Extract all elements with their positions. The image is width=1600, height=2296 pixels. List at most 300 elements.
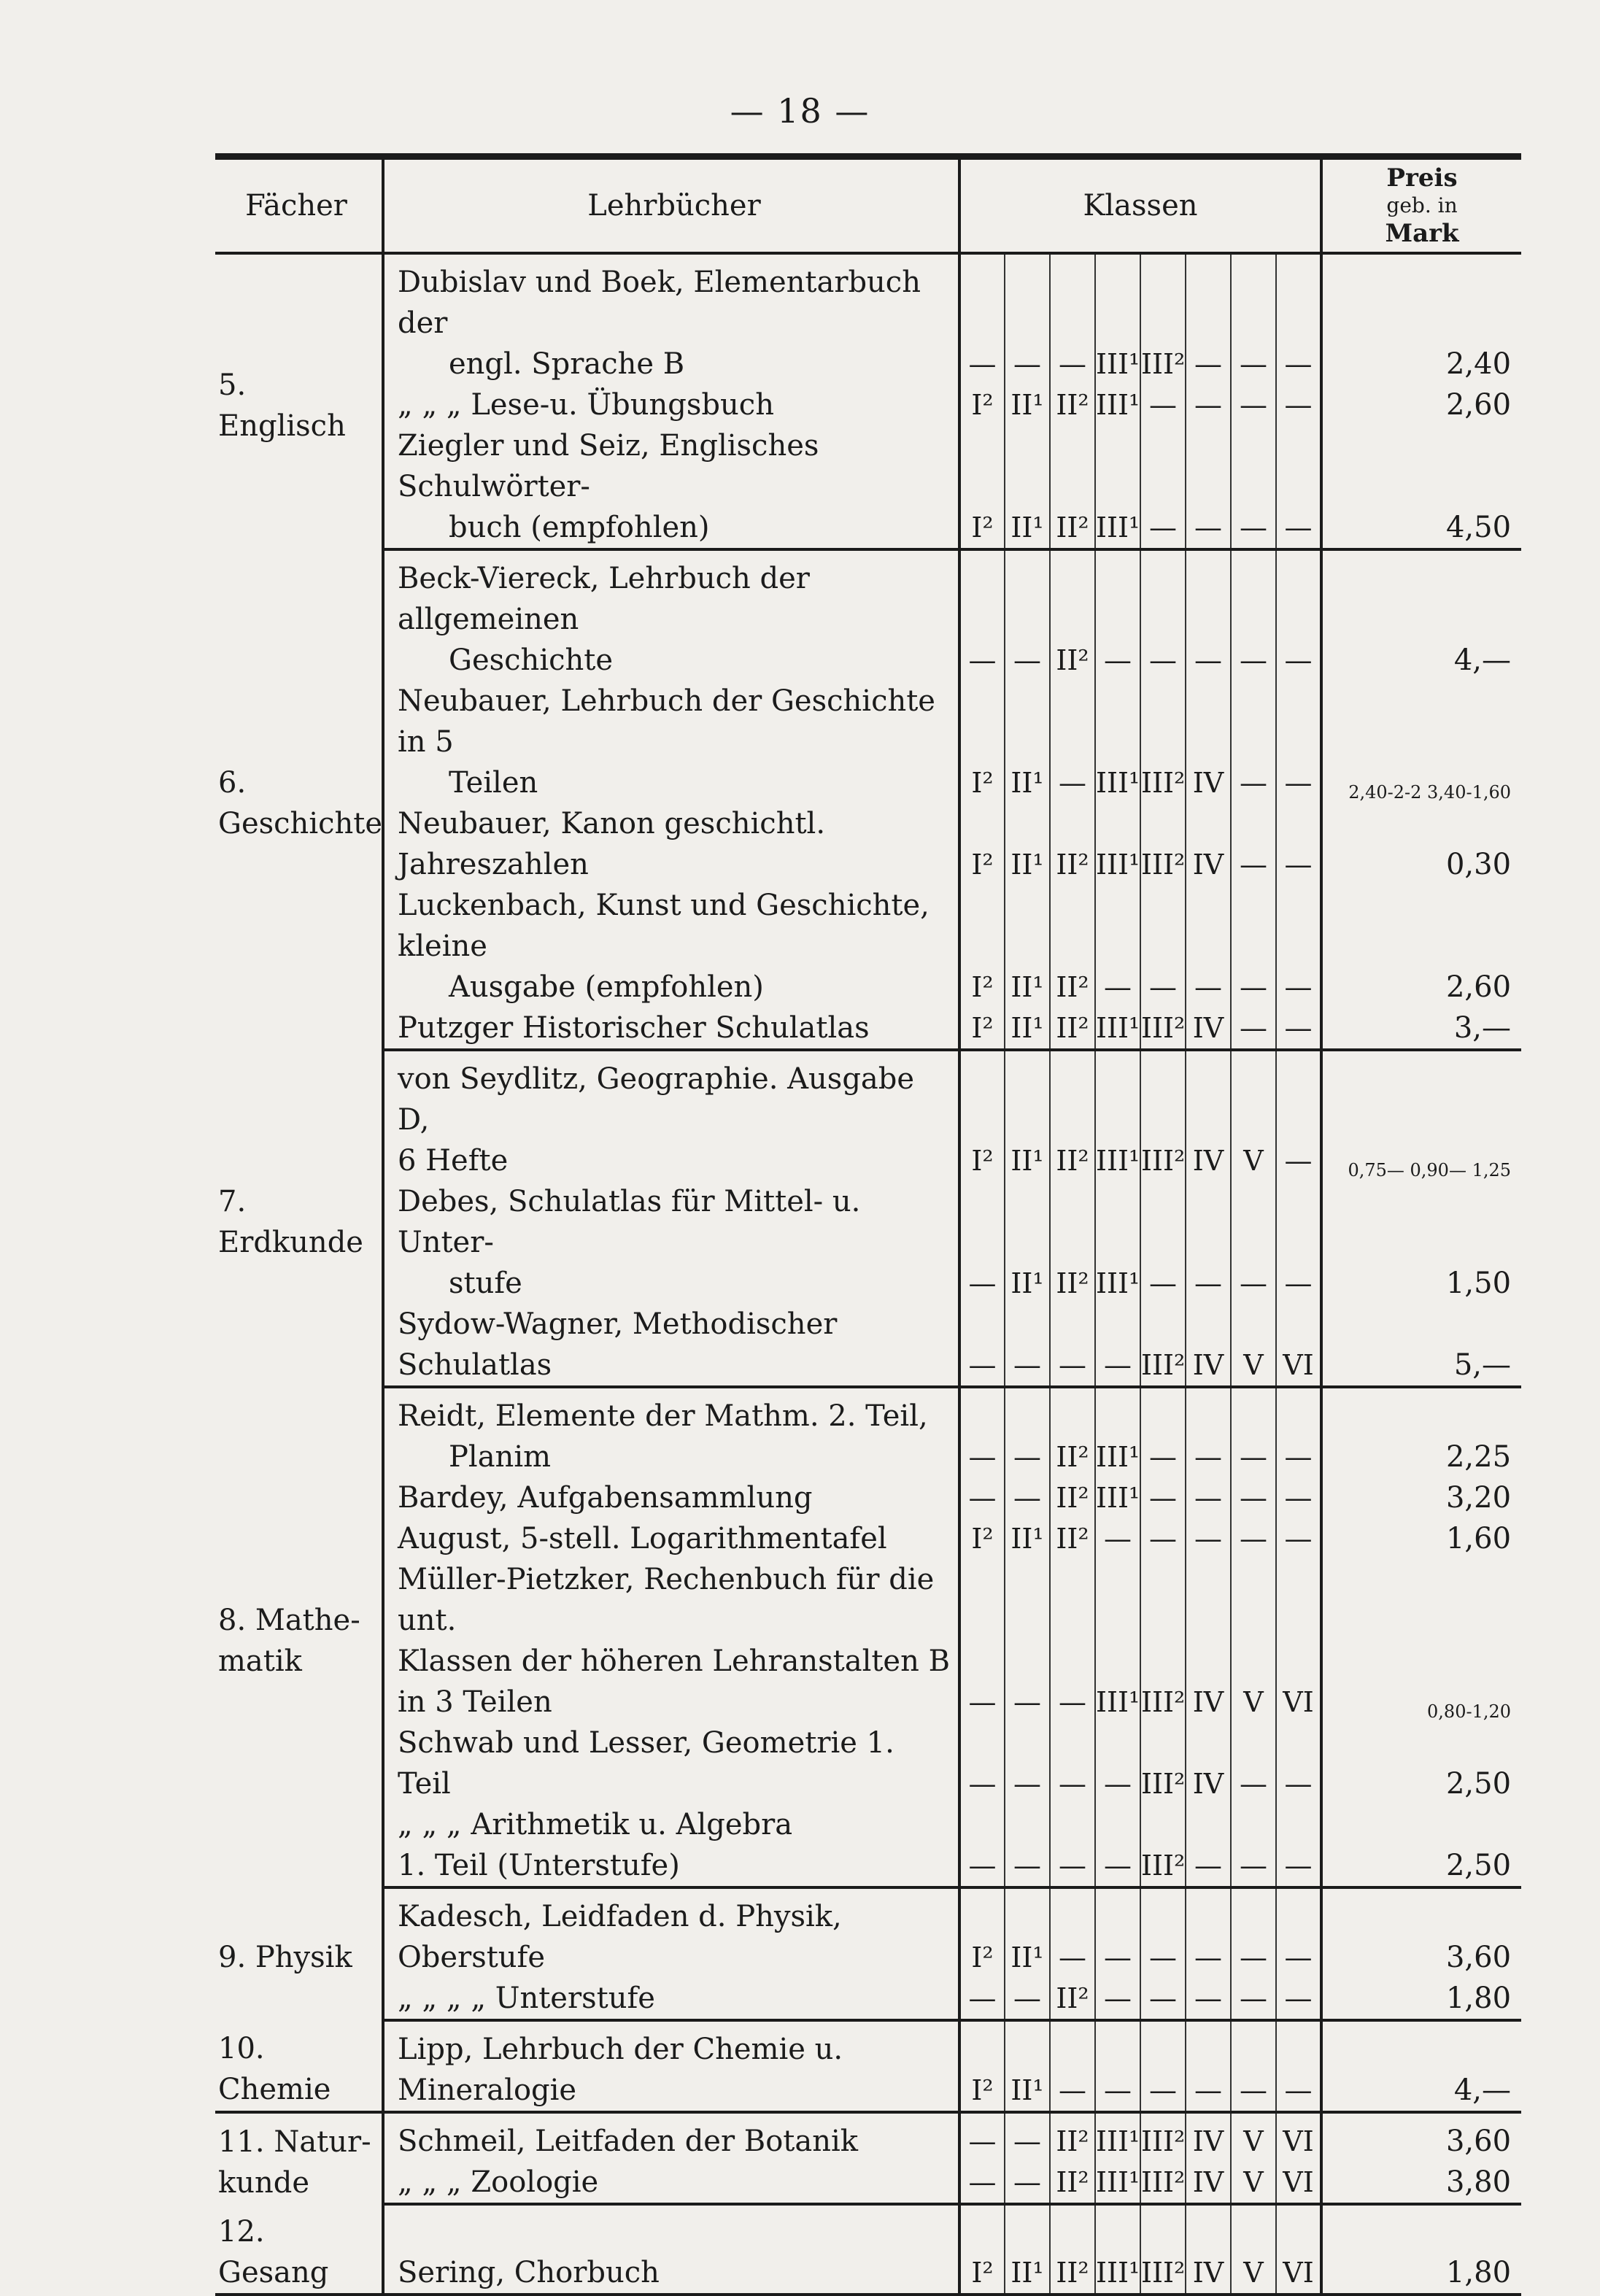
class-cell: —: [1140, 549, 1186, 681]
class-cell: III¹: [1095, 2204, 1140, 2295]
class-cell: —: [1005, 549, 1050, 681]
class-cell: —: [1005, 1804, 1050, 1887]
book-title-line: Debes, Schulatlas für Mittel- u. Unter-: [398, 1185, 861, 1259]
table-row: [215, 2204, 1521, 2295]
book-title-line: Teilen: [449, 766, 538, 800]
class-cell: I²: [959, 384, 1005, 425]
class-cell: —: [1005, 1477, 1050, 1518]
class-cell: VI: [1276, 2204, 1321, 2295]
book-title-cell: [383, 2204, 959, 2295]
price-cell: 2,60: [1445, 388, 1512, 422]
class-cell: —: [959, 1723, 1005, 1804]
class-cell: V: [1231, 1304, 1276, 1387]
class-cell: II²: [1050, 885, 1095, 1008]
class-cell: —: [1276, 885, 1321, 1008]
class-cell: II¹: [1005, 885, 1050, 1008]
class-cell: —: [1231, 1887, 1276, 1978]
class-cell: II²: [1050, 803, 1095, 885]
book-title-line: Ziegler und Seiz, Englisches Schulwörter-: [398, 429, 819, 503]
class-cell: VI: [1276, 1304, 1321, 1387]
class-cell: II¹: [1005, 1008, 1050, 1050]
table-row: [215, 549, 1521, 681]
class-cell: II¹: [1005, 681, 1050, 803]
class-cell: —: [1276, 1887, 1321, 1978]
subject-cell: 11. Natur- kunde: [215, 2112, 383, 2204]
table-row: [215, 1304, 1521, 1387]
class-cell: IV: [1186, 681, 1231, 803]
table-row: [215, 681, 1521, 803]
class-cell: III¹: [1095, 253, 1140, 384]
book-title-cell: [383, 384, 959, 425]
class-cell: III¹: [1095, 803, 1140, 885]
class-cell: —: [959, 1387, 1005, 1477]
class-cell: III²: [1140, 681, 1186, 803]
book-title-line: Dubislav und Boek, Elementarbuch der: [398, 266, 921, 340]
class-cell: I²: [959, 2020, 1005, 2112]
class-cell: —: [1095, 549, 1140, 681]
class-cell: II¹: [1005, 2020, 1050, 2112]
subject-cell: 5. Englisch: [215, 253, 383, 549]
class-cell: —: [1095, 1978, 1140, 2020]
book-title-line: „ „ „ „ Unterstufe: [398, 1982, 655, 2015]
class-cell: —: [959, 2112, 1005, 2162]
price-cell: 1,80: [1321, 1978, 1521, 2020]
price-cell: 1,60: [1445, 1522, 1512, 1555]
book-title-cell: [383, 1887, 959, 1978]
class-cell: —: [1140, 384, 1186, 425]
class-cell: —: [1140, 2020, 1186, 2112]
table-row: [215, 803, 1521, 885]
class-cell: —: [1095, 1723, 1140, 1804]
class-cell: II²: [1050, 384, 1095, 425]
class-cell: —: [1005, 1559, 1050, 1723]
class-cell: III¹: [1095, 1008, 1140, 1050]
class-cell: —: [1276, 1804, 1321, 1887]
class-cell: —: [1095, 1304, 1140, 1387]
class-cell: —: [1186, 384, 1231, 425]
class-cell: —: [959, 2162, 1005, 2204]
class-cell: —: [1231, 1723, 1276, 1804]
class-cell: —: [959, 1804, 1005, 1887]
class-cell: —: [1276, 1978, 1321, 2020]
class-cell: —: [1231, 1518, 1276, 1559]
header-classes: Klassen: [959, 157, 1321, 254]
class-cell: —: [1140, 425, 1186, 549]
table-row: [215, 1477, 1521, 1518]
book-title-cell: [383, 549, 959, 681]
book-title-line: Neubauer, Kanon geschichtl. Jahreszahlen: [398, 807, 826, 881]
class-cell: —: [1186, 1518, 1231, 1559]
class-cell: V: [1231, 2112, 1276, 2162]
price-cell: 0,75— 0,90— 1,25: [1348, 1160, 1512, 1180]
price-cell: 4,—: [1453, 643, 1512, 677]
class-cell: III¹: [1095, 425, 1140, 549]
class-cell: —: [1186, 1181, 1231, 1304]
class-cell: —: [1231, 2020, 1276, 2112]
class-cell: III¹: [1095, 384, 1140, 425]
class-cell: —: [1231, 885, 1276, 1008]
class-cell: II¹: [1005, 384, 1050, 425]
class-cell: IV: [1186, 803, 1231, 885]
book-title-cell: [383, 2162, 959, 2204]
class-cell: I²: [959, 425, 1005, 549]
class-cell: —: [1231, 803, 1276, 885]
book-title-line: Neubauer, Lehrbuch der Geschichte in 5: [398, 684, 935, 759]
class-cell: III²: [1140, 1723, 1186, 1804]
book-title-line: Sering, Chorbuch: [398, 2256, 660, 2289]
class-cell: I²: [959, 803, 1005, 885]
class-cell: —: [1050, 1304, 1095, 1387]
class-cell: —: [1186, 1387, 1231, 1477]
book-title-cell: [383, 1008, 959, 1050]
book-title-cell: [383, 1804, 959, 1887]
header-price-line: geb. in: [1386, 193, 1458, 217]
subject-cell: 12. Gesang: [215, 2204, 383, 2295]
class-cell: —: [1231, 1804, 1276, 1887]
class-cell: III¹: [1095, 1559, 1140, 1723]
class-cell: II²: [1050, 1978, 1095, 2020]
book-title-line: „ „ „ Zoologie: [398, 2165, 599, 2199]
price-cell: 0,30: [1445, 848, 1512, 881]
table-row: [215, 1050, 1521, 1181]
class-cell: III¹: [1095, 2112, 1140, 2162]
price-cell: 3,60: [1445, 2125, 1512, 2158]
price-cell: 2,40: [1445, 347, 1512, 381]
book-title-line: Luckenbach, Kunst und Geschichte, kleine: [398, 889, 930, 963]
price-cell: 2,60: [1445, 970, 1512, 1004]
class-cell: II²: [1050, 1477, 1095, 1518]
class-cell: IV: [1186, 1723, 1231, 1804]
class-cell: V: [1231, 2204, 1276, 2295]
class-cell: II¹: [1005, 425, 1050, 549]
class-cell: II²: [1050, 425, 1095, 549]
class-cell: I²: [959, 681, 1005, 803]
class-cell: —: [1050, 681, 1095, 803]
class-cell: III²: [1140, 253, 1186, 384]
class-cell: —: [1050, 1723, 1095, 1804]
book-title-line: buch (empfohlen): [449, 511, 710, 544]
book-title-line: Bardey, Aufgabensammlung: [398, 1481, 813, 1515]
class-cell: —: [959, 1559, 1005, 1723]
class-cell: III¹: [1095, 1050, 1140, 1181]
table-row: [215, 253, 1521, 384]
class-cell: IV: [1186, 1008, 1231, 1050]
class-cell: —: [1186, 253, 1231, 384]
book-title-line: August, 5-stell. Logarithmentafel: [398, 1522, 887, 1555]
class-cell: —: [1276, 1008, 1321, 1050]
class-cell: —: [1186, 425, 1231, 549]
class-cell: IV: [1186, 1050, 1231, 1181]
table-row: [215, 425, 1521, 549]
book-title-line: Planim: [449, 1440, 552, 1474]
book-title-line: Klassen der höheren Lehranstalten B: [398, 1644, 950, 1678]
class-cell: —: [1140, 1978, 1186, 2020]
class-cell: —: [1005, 2162, 1050, 2204]
book-title-line: Putzger Historischer Schulatlas: [398, 1011, 870, 1045]
book-title-cell: [383, 2020, 959, 2112]
class-cell: V: [1231, 1050, 1276, 1181]
subject-cell: 9. Physik: [215, 1887, 383, 2020]
book-title-cell: [383, 681, 959, 803]
book-title-cell: [383, 425, 959, 549]
table-body: [215, 253, 1521, 2295]
book-title-line: in 3 Teilen: [398, 1685, 552, 1719]
book-title-line: Kadesch, Leidfaden d. Physik, Oberstufe: [398, 1900, 842, 1974]
class-cell: V: [1231, 2162, 1276, 2204]
class-cell: —: [1231, 1978, 1276, 2020]
price-cell: 2,50: [1445, 1767, 1512, 1801]
class-cell: I²: [959, 1887, 1005, 1978]
price-cell: 2,40-2-2 3,40-1,60: [1348, 782, 1512, 803]
class-cell: II²: [1050, 2112, 1095, 2162]
book-title-line: Geschichte: [449, 643, 614, 677]
class-cell: —: [1140, 1518, 1186, 1559]
price-cell: 2,25: [1445, 1440, 1512, 1474]
class-cell: —: [1140, 885, 1186, 1008]
class-cell: —: [1276, 803, 1321, 885]
table-row: [215, 2020, 1521, 2112]
book-title-cell: [383, 2112, 959, 2162]
table-row: [215, 1804, 1521, 1887]
header-row: [215, 157, 1521, 254]
header-price-line: Mark: [1385, 219, 1459, 248]
class-cell: II²: [1050, 1387, 1095, 1477]
table-row: [215, 1559, 1521, 1723]
class-cell: III¹: [1095, 1181, 1140, 1304]
price-cell: 3,60: [1445, 1941, 1512, 1974]
class-cell: III¹: [1095, 1387, 1140, 1477]
class-cell: IV: [1186, 2162, 1231, 2204]
class-cell: III²: [1140, 1559, 1186, 1723]
book-title-line: engl. Sprache B: [449, 347, 685, 381]
class-cell: I²: [959, 1008, 1005, 1050]
class-cell: III²: [1140, 1050, 1186, 1181]
class-cell: —: [1276, 2020, 1321, 2112]
class-cell: III¹: [1095, 1477, 1140, 1518]
class-cell: I²: [959, 885, 1005, 1008]
class-cell: III²: [1140, 1304, 1186, 1387]
class-cell: —: [1186, 1887, 1231, 1978]
price-cell: 1,50: [1445, 1267, 1512, 1300]
class-cell: III²: [1140, 2162, 1186, 2204]
class-cell: —: [1186, 1804, 1231, 1887]
table-row: [215, 1978, 1521, 2020]
table-row: [215, 2162, 1521, 2204]
price-cell: 1,80: [1321, 2204, 1521, 2295]
class-cell: III²: [1140, 803, 1186, 885]
book-title-cell: [383, 1559, 959, 1723]
class-cell: II²: [1050, 1050, 1095, 1181]
class-cell: VI: [1276, 1559, 1321, 1723]
table-row: [215, 1518, 1521, 1559]
class-cell: III²: [1140, 2112, 1186, 2162]
subject-cell: 10. Chemie: [215, 2020, 383, 2112]
book-title-cell: [383, 1978, 959, 2020]
class-cell: —: [1005, 1978, 1050, 2020]
class-cell: —: [1186, 1477, 1231, 1518]
table-row: [215, 2112, 1521, 2162]
book-title-line: 1. Teil (Unterstufe): [398, 1849, 680, 1882]
book-title-cell: [383, 885, 959, 1008]
class-cell: —: [1231, 1387, 1276, 1477]
class-cell: —: [1276, 253, 1321, 384]
class-cell: —: [1231, 384, 1276, 425]
class-cell: —: [1005, 1387, 1050, 1477]
class-cell: III¹: [1095, 2162, 1140, 2204]
class-cell: I²: [959, 2204, 1005, 2295]
class-cell: —: [959, 549, 1005, 681]
class-cell: —: [1276, 1387, 1321, 1477]
class-cell: —: [1186, 549, 1231, 681]
subject-cell: 8. Mathe- matik: [215, 1387, 383, 1887]
book-title-line: 6 Hefte: [398, 1144, 509, 1178]
price-cell: 2,50: [1321, 1804, 1521, 1887]
class-cell: —: [1276, 549, 1321, 681]
class-cell: —: [959, 1304, 1005, 1387]
class-cell: —: [1231, 425, 1276, 549]
book-title-cell: [383, 1477, 959, 1518]
class-cell: —: [959, 1978, 1005, 2020]
class-cell: —: [959, 1477, 1005, 1518]
class-cell: —: [1186, 2020, 1231, 2112]
table-row: [215, 1723, 1521, 1804]
price-cell: 3,—: [1321, 1008, 1521, 1050]
class-cell: —: [1095, 1518, 1140, 1559]
book-title-cell: [383, 1304, 959, 1387]
table-row: [215, 885, 1521, 1008]
class-cell: —: [959, 253, 1005, 384]
class-cell: IV: [1186, 2112, 1231, 2162]
class-cell: —: [1276, 681, 1321, 803]
class-cell: —: [1231, 1477, 1276, 1518]
class-cell: —: [1050, 2020, 1095, 2112]
textbook-table: [215, 153, 1521, 2296]
class-cell: IV: [1186, 1559, 1231, 1723]
class-cell: —: [1005, 1304, 1050, 1387]
class-cell: II²: [1050, 1518, 1095, 1559]
class-cell: III²: [1140, 1804, 1186, 1887]
class-cell: —: [1050, 253, 1095, 384]
class-cell: —: [1005, 253, 1050, 384]
class-cell: —: [1005, 2112, 1050, 2162]
book-title-cell: [383, 1723, 959, 1804]
class-cell: —: [1050, 1559, 1095, 1723]
class-cell: —: [1276, 1518, 1321, 1559]
price-cell: 4,—: [1321, 2020, 1521, 2112]
subject-cell: 7. Erdkunde: [215, 1050, 383, 1387]
table-row: [215, 384, 1521, 425]
book-title-cell: [383, 803, 959, 885]
class-cell: —: [1140, 1887, 1186, 1978]
class-cell: —: [1140, 1387, 1186, 1477]
class-cell: —: [1276, 1723, 1321, 1804]
class-cell: —: [1186, 885, 1231, 1008]
class-cell: —: [1186, 1978, 1231, 2020]
book-title-line: Schmeil, Leitfaden der Botanik: [398, 2125, 858, 2158]
class-cell: II²: [1050, 1008, 1095, 1050]
class-cell: —: [1095, 1887, 1140, 1978]
class-cell: —: [1276, 384, 1321, 425]
price-cell: 3,20: [1445, 1481, 1512, 1515]
class-cell: —: [959, 1181, 1005, 1304]
price-cell: 3,80: [1321, 2162, 1521, 2204]
book-title-line: stufe: [449, 1267, 522, 1300]
class-cell: II²: [1050, 2204, 1095, 2295]
class-cell: II¹: [1005, 1887, 1050, 1978]
header-books: Lehrbücher: [383, 157, 959, 254]
class-cell: VI: [1276, 2112, 1321, 2162]
book-title-cell: [383, 1387, 959, 1477]
class-cell: I²: [959, 1518, 1005, 1559]
class-cell: —: [1231, 253, 1276, 384]
class-cell: —: [1231, 681, 1276, 803]
class-cell: II¹: [1005, 2204, 1050, 2295]
class-cell: —: [1276, 1181, 1321, 1304]
class-cell: III¹: [1095, 681, 1140, 803]
book-title-cell: [383, 253, 959, 384]
class-cell: —: [1140, 1477, 1186, 1518]
class-cell: —: [1095, 1804, 1140, 1887]
class-cell: —: [1276, 425, 1321, 549]
class-cell: —: [1231, 549, 1276, 681]
book-title-cell: [383, 1050, 959, 1181]
class-cell: II¹: [1005, 1181, 1050, 1304]
book-title-line: Schwab und Lesser, Geometrie 1. Teil: [398, 1726, 894, 1801]
price-cell: 0,80-1,20: [1427, 1701, 1512, 1722]
book-title-line: Reidt, Elemente der Mathm. 2. Teil,: [398, 1399, 928, 1433]
book-title-line: „ „ „ Lese-u. Übungsbuch: [398, 388, 774, 422]
table-row: [215, 1887, 1521, 1978]
book-title-line: Sydow-Wagner, Methodischer Schulatlas: [398, 1307, 838, 1382]
class-cell: —: [1050, 1887, 1095, 1978]
book-title-cell: [383, 1181, 959, 1304]
class-cell: —: [1050, 1804, 1095, 1887]
class-cell: —: [1231, 1181, 1276, 1304]
class-cell: —: [1231, 1008, 1276, 1050]
class-cell: II¹: [1005, 1518, 1050, 1559]
class-cell: II²: [1050, 2162, 1095, 2204]
price-cell: 4,50: [1321, 425, 1521, 549]
class-cell: II²: [1050, 1181, 1095, 1304]
subject-cell: 6. Geschichte: [215, 549, 383, 1050]
book-title-line: Beck-Viereck, Lehrbuch der allgemeinen: [398, 562, 810, 636]
header-subjects: Fächer: [215, 157, 383, 254]
class-cell: II¹: [1005, 803, 1050, 885]
book-title-line: Ausgabe (empfohlen): [449, 970, 764, 1004]
class-cell: —: [1095, 885, 1140, 1008]
book-title-line: Müller-Pietzker, Rechenbuch für die unt.: [398, 1563, 935, 1637]
class-cell: —: [1005, 1723, 1050, 1804]
header-price-line: Preis: [1386, 163, 1458, 193]
class-cell: II²: [1050, 549, 1095, 681]
class-cell: III²: [1140, 1008, 1186, 1050]
class-cell: —: [1276, 1050, 1321, 1181]
header-price: [1321, 157, 1521, 254]
class-cell: —: [1276, 1477, 1321, 1518]
book-title-line: „ „ „ Arithmetik u. Algebra: [398, 1808, 793, 1841]
class-cell: —: [1140, 1181, 1186, 1304]
table-row: [215, 1181, 1521, 1304]
book-title-cell: [383, 1518, 959, 1559]
class-cell: II¹: [1005, 1050, 1050, 1181]
class-cell: IV: [1186, 2204, 1231, 2295]
price-cell: 5,—: [1321, 1304, 1521, 1387]
class-cell: V: [1231, 1559, 1276, 1723]
page-number: — 18 —: [730, 91, 870, 131]
class-cell: I²: [959, 1050, 1005, 1181]
class-cell: —: [1095, 2020, 1140, 2112]
class-cell: IV: [1186, 1304, 1231, 1387]
